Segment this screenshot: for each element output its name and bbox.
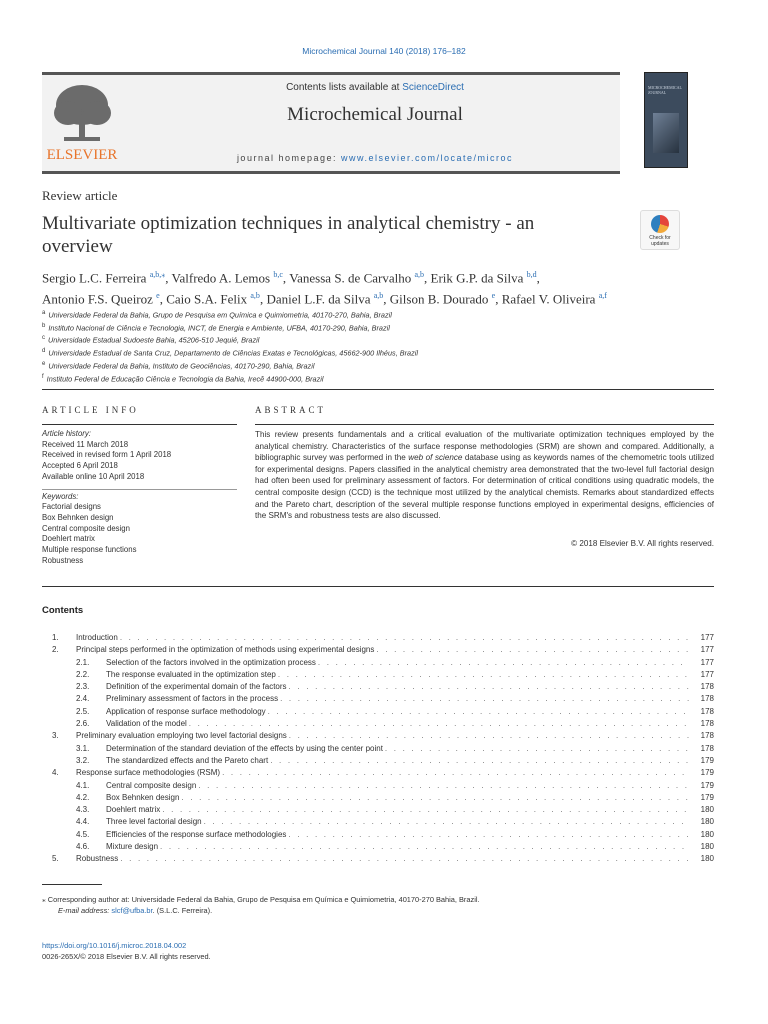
toc-leader-dots bbox=[289, 681, 690, 693]
toc-page[interactable]: 177 bbox=[700, 669, 714, 679]
toc-title[interactable]: Validation of the model bbox=[106, 719, 187, 729]
toc-number: 4.1. bbox=[76, 780, 90, 790]
affiliation-key: c bbox=[42, 335, 45, 342]
toc-number: 2.3. bbox=[76, 682, 90, 692]
check-updates-icon bbox=[651, 215, 669, 233]
author-line bbox=[42, 266, 732, 287]
author-separator: , bbox=[536, 270, 540, 286]
toc-row[interactable] bbox=[42, 693, 714, 705]
toc-number: 2.1. bbox=[76, 657, 90, 667]
toc-row[interactable] bbox=[42, 657, 714, 669]
toc-title[interactable]: Definition of the experimental domain of the factors bbox=[106, 682, 287, 692]
keywords-label: Keywords: bbox=[42, 491, 79, 501]
author-name[interactable]: Erik G.P. da Silva bbox=[430, 270, 527, 286]
affiliation-marker[interactable]: a,b bbox=[250, 291, 260, 301]
corresponding-author-footnote bbox=[42, 894, 714, 916]
history-item: Received 11 March 2018 bbox=[42, 439, 129, 449]
keyword-item: Robustness bbox=[42, 555, 84, 565]
cover-graphic bbox=[653, 113, 679, 153]
author-name[interactable]: Vanessa S. de Carvalho bbox=[289, 270, 415, 286]
cover-title: MICROCHEMICAL JOURNAL bbox=[648, 85, 682, 95]
toc-leader-dots bbox=[278, 669, 690, 681]
toc-leader-dots bbox=[318, 657, 690, 669]
toc-number: 2.4. bbox=[76, 694, 90, 704]
affiliation-list bbox=[42, 308, 732, 384]
toc-leader-dots bbox=[120, 853, 690, 865]
affiliation-text: Universidade Federal da Bahia, Instituto de Geociências, 40170-290, Bahia, Brazil bbox=[48, 361, 315, 371]
affiliation-key: f bbox=[42, 373, 44, 380]
toc-leader-dots bbox=[289, 730, 690, 742]
article-title: Multivariate optimization techniques in analytical chemistry - an overview bbox=[42, 213, 535, 257]
article-info-heading: ARTICLE INFO bbox=[42, 405, 139, 415]
journal-title: Microchemical Journal bbox=[287, 104, 463, 125]
check-for-updates-button[interactable] bbox=[640, 210, 680, 250]
toc-leader-dots bbox=[376, 644, 690, 656]
doi-block bbox=[42, 940, 211, 962]
keyword-item: Box Behnken design bbox=[42, 512, 114, 522]
divider bbox=[42, 389, 714, 390]
affiliation-text: Universidade Estadual de Santa Cruz, Departamento de Ciências Exatas e Tecnológicas, 45662-900 Ilhéus, Brazil bbox=[48, 348, 418, 358]
toc-page[interactable]: 178 bbox=[700, 682, 714, 692]
toc-leader-dots bbox=[268, 706, 690, 718]
keyword-item: Doehlert matrix bbox=[42, 534, 95, 544]
affiliation-key: d bbox=[42, 348, 46, 355]
toc-number: 2. bbox=[52, 645, 59, 655]
toc-row[interactable] bbox=[42, 755, 714, 767]
abstract-text: This review presents fundamentals and a critical evaluation of the multivariate optimization techniques employed by the analytical chemistry. Characteristics of the surface response methodologies (SRM) are shown and compared. Additionally, a bibliographic survey was performed in the bbox=[255, 430, 714, 463]
affiliation-item bbox=[42, 372, 732, 385]
affiliation-text: Universidade Estadual Sudoeste Bahia, 45206-510 Jequié, Brazil bbox=[48, 335, 260, 345]
homepage-link[interactable]: www.elsevier.com/locate/microc bbox=[341, 153, 514, 163]
article-info bbox=[42, 429, 237, 566]
toc-number: 3.2. bbox=[76, 755, 90, 765]
toc-page[interactable]: 177 bbox=[700, 657, 714, 667]
toc-leader-dots bbox=[204, 816, 690, 828]
toc-page[interactable]: 178 bbox=[700, 719, 714, 729]
toc-title[interactable]: Mixture design bbox=[106, 842, 159, 852]
affiliation-item bbox=[42, 308, 732, 321]
toc-leader-dots bbox=[222, 767, 690, 779]
homepage-prefix: journal homepage: bbox=[236, 153, 341, 163]
author-separator: , bbox=[165, 270, 172, 286]
author-name[interactable]: Antonio F.S. Queiroz bbox=[42, 291, 157, 307]
footnote-mark: ⁎ bbox=[42, 895, 46, 904]
toc-page[interactable]: 179 bbox=[700, 780, 714, 790]
toc-row[interactable] bbox=[42, 718, 714, 730]
affiliation-key: b bbox=[42, 322, 46, 329]
toc-leader-dots bbox=[162, 804, 690, 816]
history-item: Received in revised form 1 April 2018 bbox=[42, 450, 172, 460]
toc-page[interactable]: 180 bbox=[700, 805, 714, 815]
author-separator: , bbox=[282, 270, 290, 286]
email-line bbox=[42, 905, 714, 916]
affiliation-item bbox=[42, 346, 732, 359]
divider bbox=[255, 424, 714, 425]
toc-leader-dots bbox=[280, 693, 690, 705]
footnote-text: Corresponding author at: Universidade Federal da Bahia, Grupo de Pesquisa em Química e Quimiometria, 40170-270 Bahia, Brazil. bbox=[47, 895, 480, 904]
toc-row[interactable] bbox=[42, 681, 714, 693]
toc-page[interactable]: 177 bbox=[700, 633, 714, 642]
toc-number: 4.5. bbox=[76, 829, 90, 839]
author-separator: , bbox=[259, 291, 267, 307]
toc-title[interactable]: Efficiencies of the response surface methodologies bbox=[106, 829, 287, 839]
toc-row[interactable] bbox=[42, 730, 714, 742]
toc-row[interactable] bbox=[42, 632, 714, 644]
toc-page[interactable]: 178 bbox=[700, 743, 714, 753]
toc-row[interactable] bbox=[42, 853, 714, 865]
sciencedirect-link[interactable]: ScienceDirect bbox=[402, 82, 464, 93]
author-separator: , bbox=[495, 291, 502, 307]
toc-page[interactable]: 178 bbox=[700, 694, 714, 704]
toc-row[interactable] bbox=[42, 792, 714, 804]
toc-page[interactable]: 178 bbox=[700, 731, 714, 741]
toc-title[interactable]: Box Behnken design bbox=[106, 792, 180, 802]
toc-page[interactable]: 180 bbox=[700, 829, 714, 839]
toc-leader-dots bbox=[181, 792, 690, 804]
email-suffix: . (S.L.C. Ferreira). bbox=[152, 906, 213, 915]
toc-title[interactable]: Response surface methodologies (RSM) bbox=[76, 768, 221, 778]
toc-number: 2.5. bbox=[76, 706, 90, 716]
abstract-body bbox=[255, 429, 714, 522]
toc-title[interactable]: The standardized effects and the Pareto chart bbox=[106, 755, 269, 765]
author-separator: , bbox=[424, 270, 431, 286]
affiliation-marker[interactable]: b,d bbox=[526, 270, 537, 279]
elsevier-tree-logo bbox=[42, 77, 122, 163]
toc-leader-dots bbox=[198, 780, 690, 792]
affiliation-marker[interactable]: b,c bbox=[273, 270, 283, 279]
toc-page[interactable]: 180 bbox=[700, 817, 714, 827]
affiliation-item bbox=[42, 321, 732, 334]
toc-title[interactable]: Selection of the factors involved in the optimization process bbox=[106, 657, 316, 667]
table-of-contents bbox=[42, 632, 714, 866]
toc-page[interactable]: 180 bbox=[700, 842, 714, 852]
toc-title[interactable]: Robustness bbox=[76, 854, 119, 864]
elsevier-wordmark: ELSEVIER bbox=[46, 147, 118, 163]
affiliation-text: Instituto Nacional de Ciência e Tecnologia, INCT, de Energia e Ambiente, UFBA, 40170-290, Bahia, Brazil bbox=[48, 323, 390, 333]
toc-leader-dots bbox=[385, 743, 690, 755]
check-updates-label: Check for updates bbox=[649, 235, 671, 247]
keyword-item: Central composite design bbox=[42, 523, 130, 533]
affiliation-marker[interactable]: e bbox=[156, 291, 160, 301]
affiliation-key: a bbox=[42, 310, 46, 316]
toc-number: 4.4. bbox=[76, 817, 90, 827]
toc-number: 4.6. bbox=[76, 842, 90, 852]
toc-title[interactable]: Application of response surface methodology bbox=[106, 706, 266, 716]
toc-row[interactable] bbox=[42, 816, 714, 828]
doi-link[interactable]: https://doi.org/10.1016/j.microc.2018.04.002 bbox=[42, 941, 187, 950]
toc-leader-dots bbox=[189, 718, 690, 730]
email-label: E-mail address: bbox=[58, 906, 110, 915]
history-item: Accepted 6 April 2018 bbox=[42, 461, 118, 471]
toc-number: 3. bbox=[52, 731, 59, 741]
author-name[interactable]: Daniel L.F. da Silva bbox=[266, 291, 374, 307]
journal-reference-link[interactable]: Microchemical Journal 140 (2018) 176–182 bbox=[302, 46, 466, 56]
keyword-item: Multiple response functions bbox=[42, 545, 137, 555]
article-type: Review article bbox=[42, 188, 118, 203]
toc-title[interactable]: Doehlert matrix bbox=[106, 805, 161, 815]
author-separator: , bbox=[159, 291, 167, 307]
affiliation-key: e bbox=[42, 360, 46, 367]
abstract-heading: ABSTRACT bbox=[255, 405, 327, 415]
abstract-text: database using as keywords names of the chemometric tools utilized for experimental designs. Papers classified in the analytical chemistry area demonstrated that the two-level full factorial design had often been used for preliminary assessment of factors. For determination of critical conditions using quadratic models, the central composite design (CCD) is the technique most utilized by the analytical chemists. Remarks about standardized effects and the Pareto chart, description of the several multiple response functions employed in experimental designs, efficiencies of the SRM's and robustness tests are also discussed. bbox=[255, 453, 714, 521]
footnote-divider bbox=[42, 884, 102, 885]
author-list bbox=[42, 266, 732, 309]
toc-title[interactable]: The response evaluated in the optimization step bbox=[106, 669, 276, 679]
toc-number: 2.2. bbox=[76, 669, 90, 679]
toc-page[interactable]: 179 bbox=[700, 755, 714, 765]
toc-row[interactable] bbox=[42, 780, 714, 792]
toc-title[interactable]: Preliminary assessment of factors in the process bbox=[106, 694, 279, 704]
divider bbox=[42, 489, 237, 490]
contents-prefix: Contents lists available at bbox=[286, 82, 403, 93]
author-name[interactable]: Gilson B. Dourado bbox=[389, 291, 492, 307]
toc-number: 4.3. bbox=[76, 805, 90, 815]
toc-page[interactable]: 179 bbox=[700, 768, 714, 778]
toc-title[interactable]: Introduction bbox=[76, 633, 118, 642]
toc-row[interactable] bbox=[42, 644, 714, 656]
affiliation-marker[interactable]: e bbox=[491, 291, 496, 301]
toc-number: 5. bbox=[52, 854, 59, 864]
toc-row[interactable] bbox=[42, 841, 714, 853]
affiliation-text: Universidade Federal da Bahia, Grupo de Pesquisa em Química e Quimiometria, 40170-270, Bahia, Brazil bbox=[48, 310, 392, 320]
toc-page[interactable]: 180 bbox=[700, 854, 714, 864]
toc-number: 3.1. bbox=[76, 743, 90, 753]
toc-title[interactable]: Principal steps performed in the optimization of methods using experimental designs bbox=[76, 645, 375, 655]
affiliation-marker[interactable]: a,f bbox=[598, 291, 607, 301]
toc-number: 1. bbox=[52, 633, 59, 642]
toc-row[interactable] bbox=[42, 706, 714, 718]
toc-leader-dots bbox=[120, 632, 690, 644]
journal-cover-image[interactable] bbox=[644, 72, 688, 168]
divider bbox=[42, 424, 237, 425]
keyword-list bbox=[42, 502, 237, 566]
keyword-item: Factorial designs bbox=[42, 502, 101, 512]
journal-homepage bbox=[130, 153, 620, 163]
copyright-notice: © 2018 Elsevier B.V. All rights reserved. bbox=[571, 539, 714, 548]
toc-page[interactable]: 177 bbox=[700, 645, 714, 655]
history-label: Article history: bbox=[42, 429, 91, 438]
toc-leader-dots bbox=[288, 829, 690, 841]
toc-row[interactable] bbox=[42, 767, 714, 779]
author-name[interactable]: Caio S.A. Felix bbox=[166, 291, 251, 307]
toc-title[interactable]: Determination of the standard deviation of the effects by using the center point bbox=[106, 743, 383, 753]
affiliation-marker[interactable]: a,b bbox=[373, 291, 384, 301]
author-name[interactable]: Sergio L.C. Ferreira bbox=[42, 270, 150, 286]
toc-title[interactable]: Preliminary evaluation employing two level factorial designs bbox=[76, 731, 287, 741]
toc-row[interactable] bbox=[42, 669, 714, 681]
toc-title[interactable]: Central composite design bbox=[106, 780, 197, 790]
affiliation-item bbox=[42, 333, 732, 346]
toc-row[interactable] bbox=[42, 804, 714, 816]
author-name[interactable]: Rafael V. Oliveira bbox=[501, 291, 599, 307]
history-item: Available online 10 April 2018 bbox=[42, 471, 145, 481]
author-name[interactable]: Valfredo A. Lemos bbox=[171, 270, 274, 286]
toc-row[interactable] bbox=[42, 829, 714, 841]
toc-page[interactable]: 179 bbox=[700, 792, 714, 802]
abstract-italic: web of science bbox=[408, 453, 463, 463]
toc-number: 4. bbox=[52, 768, 59, 778]
toc-leader-dots bbox=[270, 755, 690, 767]
email-link[interactable]: slcf@ufba.br bbox=[111, 906, 153, 915]
toc-title[interactable]: Three level factorial design bbox=[106, 817, 202, 827]
history-list bbox=[42, 440, 237, 483]
affiliation-marker[interactable]: a,b bbox=[414, 270, 425, 279]
author-line bbox=[42, 287, 732, 308]
issn-line: 0026-265X/© 2018 Elsevier B.V. All rights reserved. bbox=[42, 952, 211, 961]
toc-number: 4.2. bbox=[76, 792, 90, 802]
toc-page[interactable]: 178 bbox=[700, 706, 714, 716]
toc-row[interactable] bbox=[42, 743, 714, 755]
contents-availability bbox=[130, 82, 620, 93]
affiliation-marker[interactable]: a,b,⁎ bbox=[149, 270, 166, 279]
toc-number: 2.6. bbox=[76, 719, 90, 729]
affiliation-text: Instituto Federal de Educação Ciência e Tecnologia da Bahia, Irecê 44900-000, Brazil bbox=[46, 374, 324, 384]
affiliation-item bbox=[42, 359, 732, 372]
author-separator: , bbox=[383, 291, 390, 307]
toc-leader-dots bbox=[160, 841, 690, 853]
divider bbox=[42, 586, 714, 587]
contents-title: Contents bbox=[42, 605, 84, 616]
